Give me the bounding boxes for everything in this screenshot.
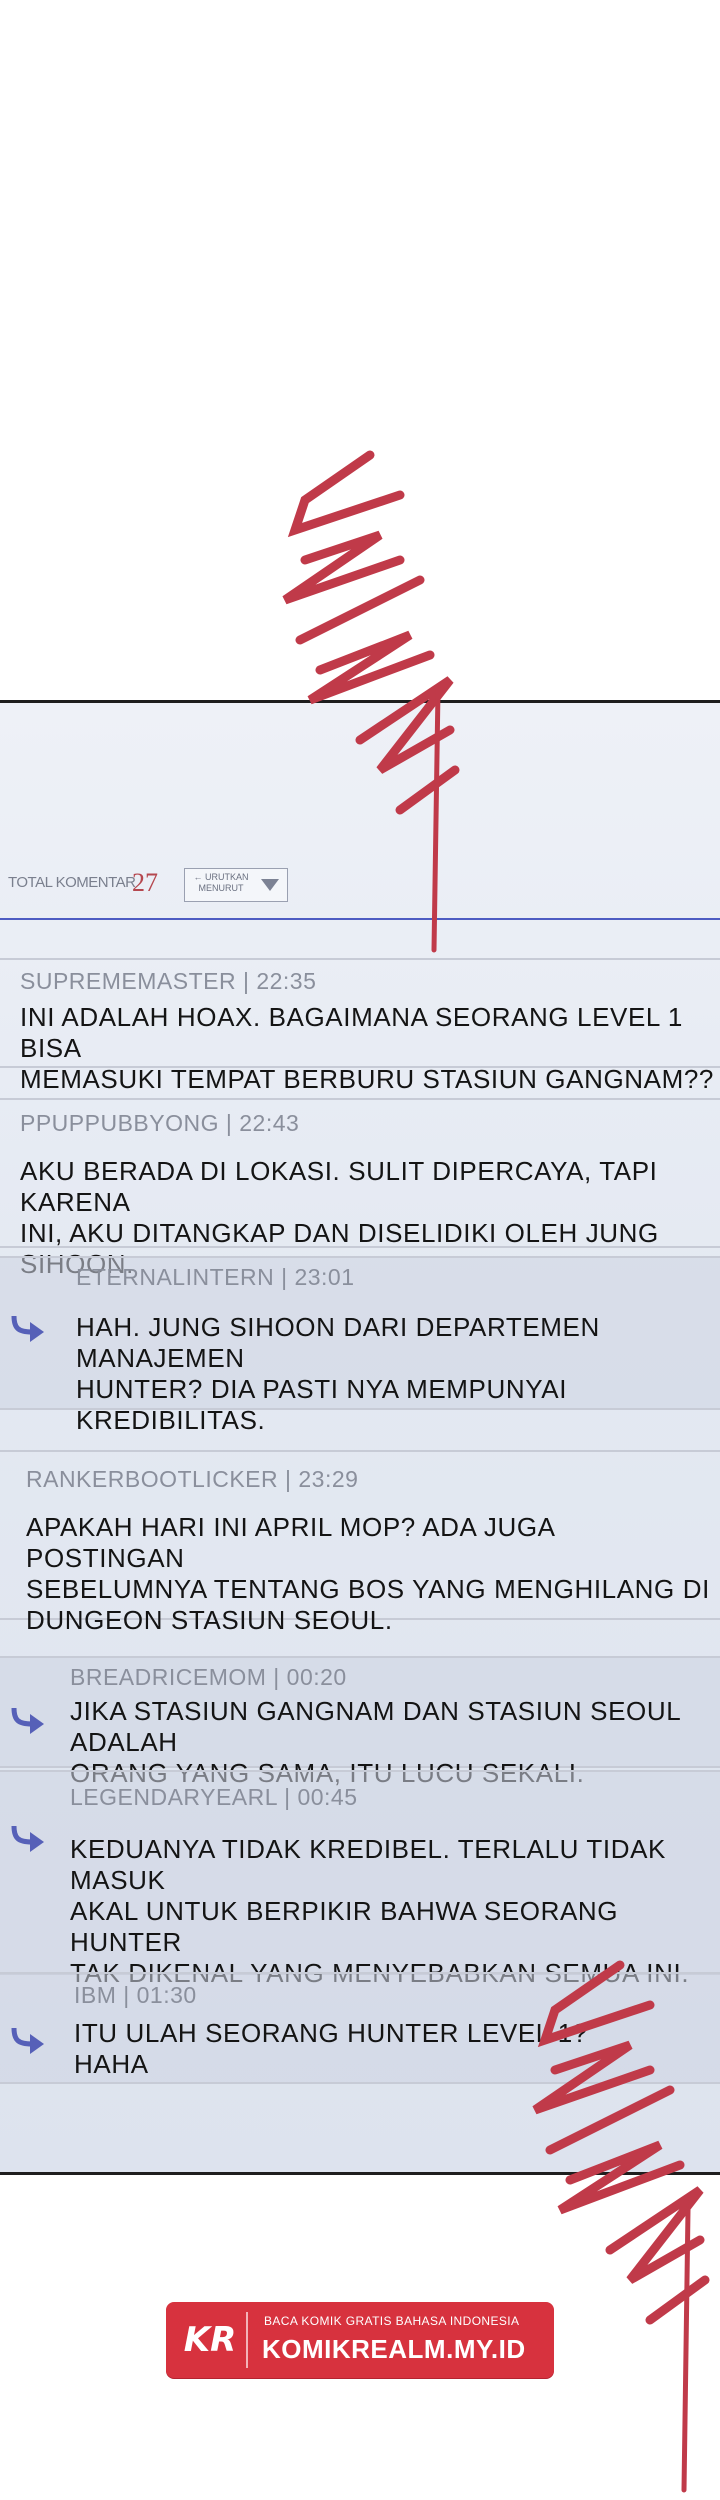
comment-author: IBM | 01:30 — [74, 1982, 197, 2008]
reply-arrow-icon — [10, 1706, 46, 1734]
comment-text: AKU BERADA DI LOKASI. SULIT DIPERCAYA, TAPI KARENA INI, AKU DITANGKAP DAN DISELIDIKI OLEH JUNG — [20, 1156, 659, 1248]
badge-tagline: BACA KOMIK GRATIS BAHASA INDONESIA — [264, 2314, 520, 2328]
total-comments-label: TOTAL KOMENTAR — [8, 874, 136, 891]
comment-text: KEDUANYA TIDAK KREDIBEL. TERLALU TIDAK MASUK AKAL UNTUK BERPIKIR BAHWA SEORANG HUNTER — [70, 1834, 666, 1957]
comment-text: INI ADALAH HOAX. BAGAIMANA SEORANG LEVEL 1 BISA MEMASUKI TEMPAT BERBURU STASIUN GANGNAM?? — [20, 1002, 714, 1094]
comment-item — [0, 958, 720, 1094]
comment-item — [0, 1450, 720, 1635]
slash-sfx-icon — [500, 1950, 720, 2500]
comment-author: PPUPPUBBYONG | 22:43 — [20, 1110, 300, 1136]
reply-item — [0, 1656, 720, 1768]
reply-arrow-icon — [10, 1824, 46, 1852]
reply-arrow-icon — [10, 2026, 46, 2054]
total-comments-count: 27 — [132, 868, 158, 897]
badge-site[interactable]: KOMIKREALM.MY.ID — [262, 2334, 526, 2364]
reply-arrow-icon — [10, 1314, 46, 1342]
comment-author: ETERNALINTERN | 23:01 — [76, 1264, 355, 1290]
komikrealm-badge[interactable] — [166, 2302, 554, 2378]
comment-text: APAKAH HARI INI APRIL MOP? ADA JUGA POSTINGAN SEBELUMNYA TENTANG BOS YANG MENGHILANG DI DUNGEON STASIUN SEOUL. — [26, 1512, 710, 1635]
comment-author: RANKERBOOTLICKER | 23:29 — [26, 1466, 359, 1492]
reply-item — [0, 1256, 720, 1435]
comment-author: BREADRICEMOM | 00:20 — [70, 1664, 347, 1690]
comment-author: SUPREMEMASTER | 22:35 — [20, 968, 317, 994]
comment-text: JIKA STASIUN GANGNAM DAN STASIUN SEOUL ADALAH — [70, 1696, 681, 1757]
kr-logo: KR — [174, 2312, 248, 2368]
comment-item — [0, 1098, 720, 1248]
comment-author: LEGENDARYEARL | 00:45 — [70, 1784, 358, 1810]
sort-label: ← URUTKAN MENURUT — [193, 872, 249, 893]
comment-text: HAH. JUNG SIHOON DARI DEPARTEMEN MANAJEMEN HUNTER? DIA PASTI NYA MEMPUNYAI KREDIBILITAS. — [76, 1312, 600, 1435]
comment-text: ITU ULAH SEORANG HUNTER LEVEL 1? HAHA — [74, 2018, 588, 2079]
slash-sfx-icon — [250, 440, 470, 960]
reply-item — [0, 1770, 720, 1975]
